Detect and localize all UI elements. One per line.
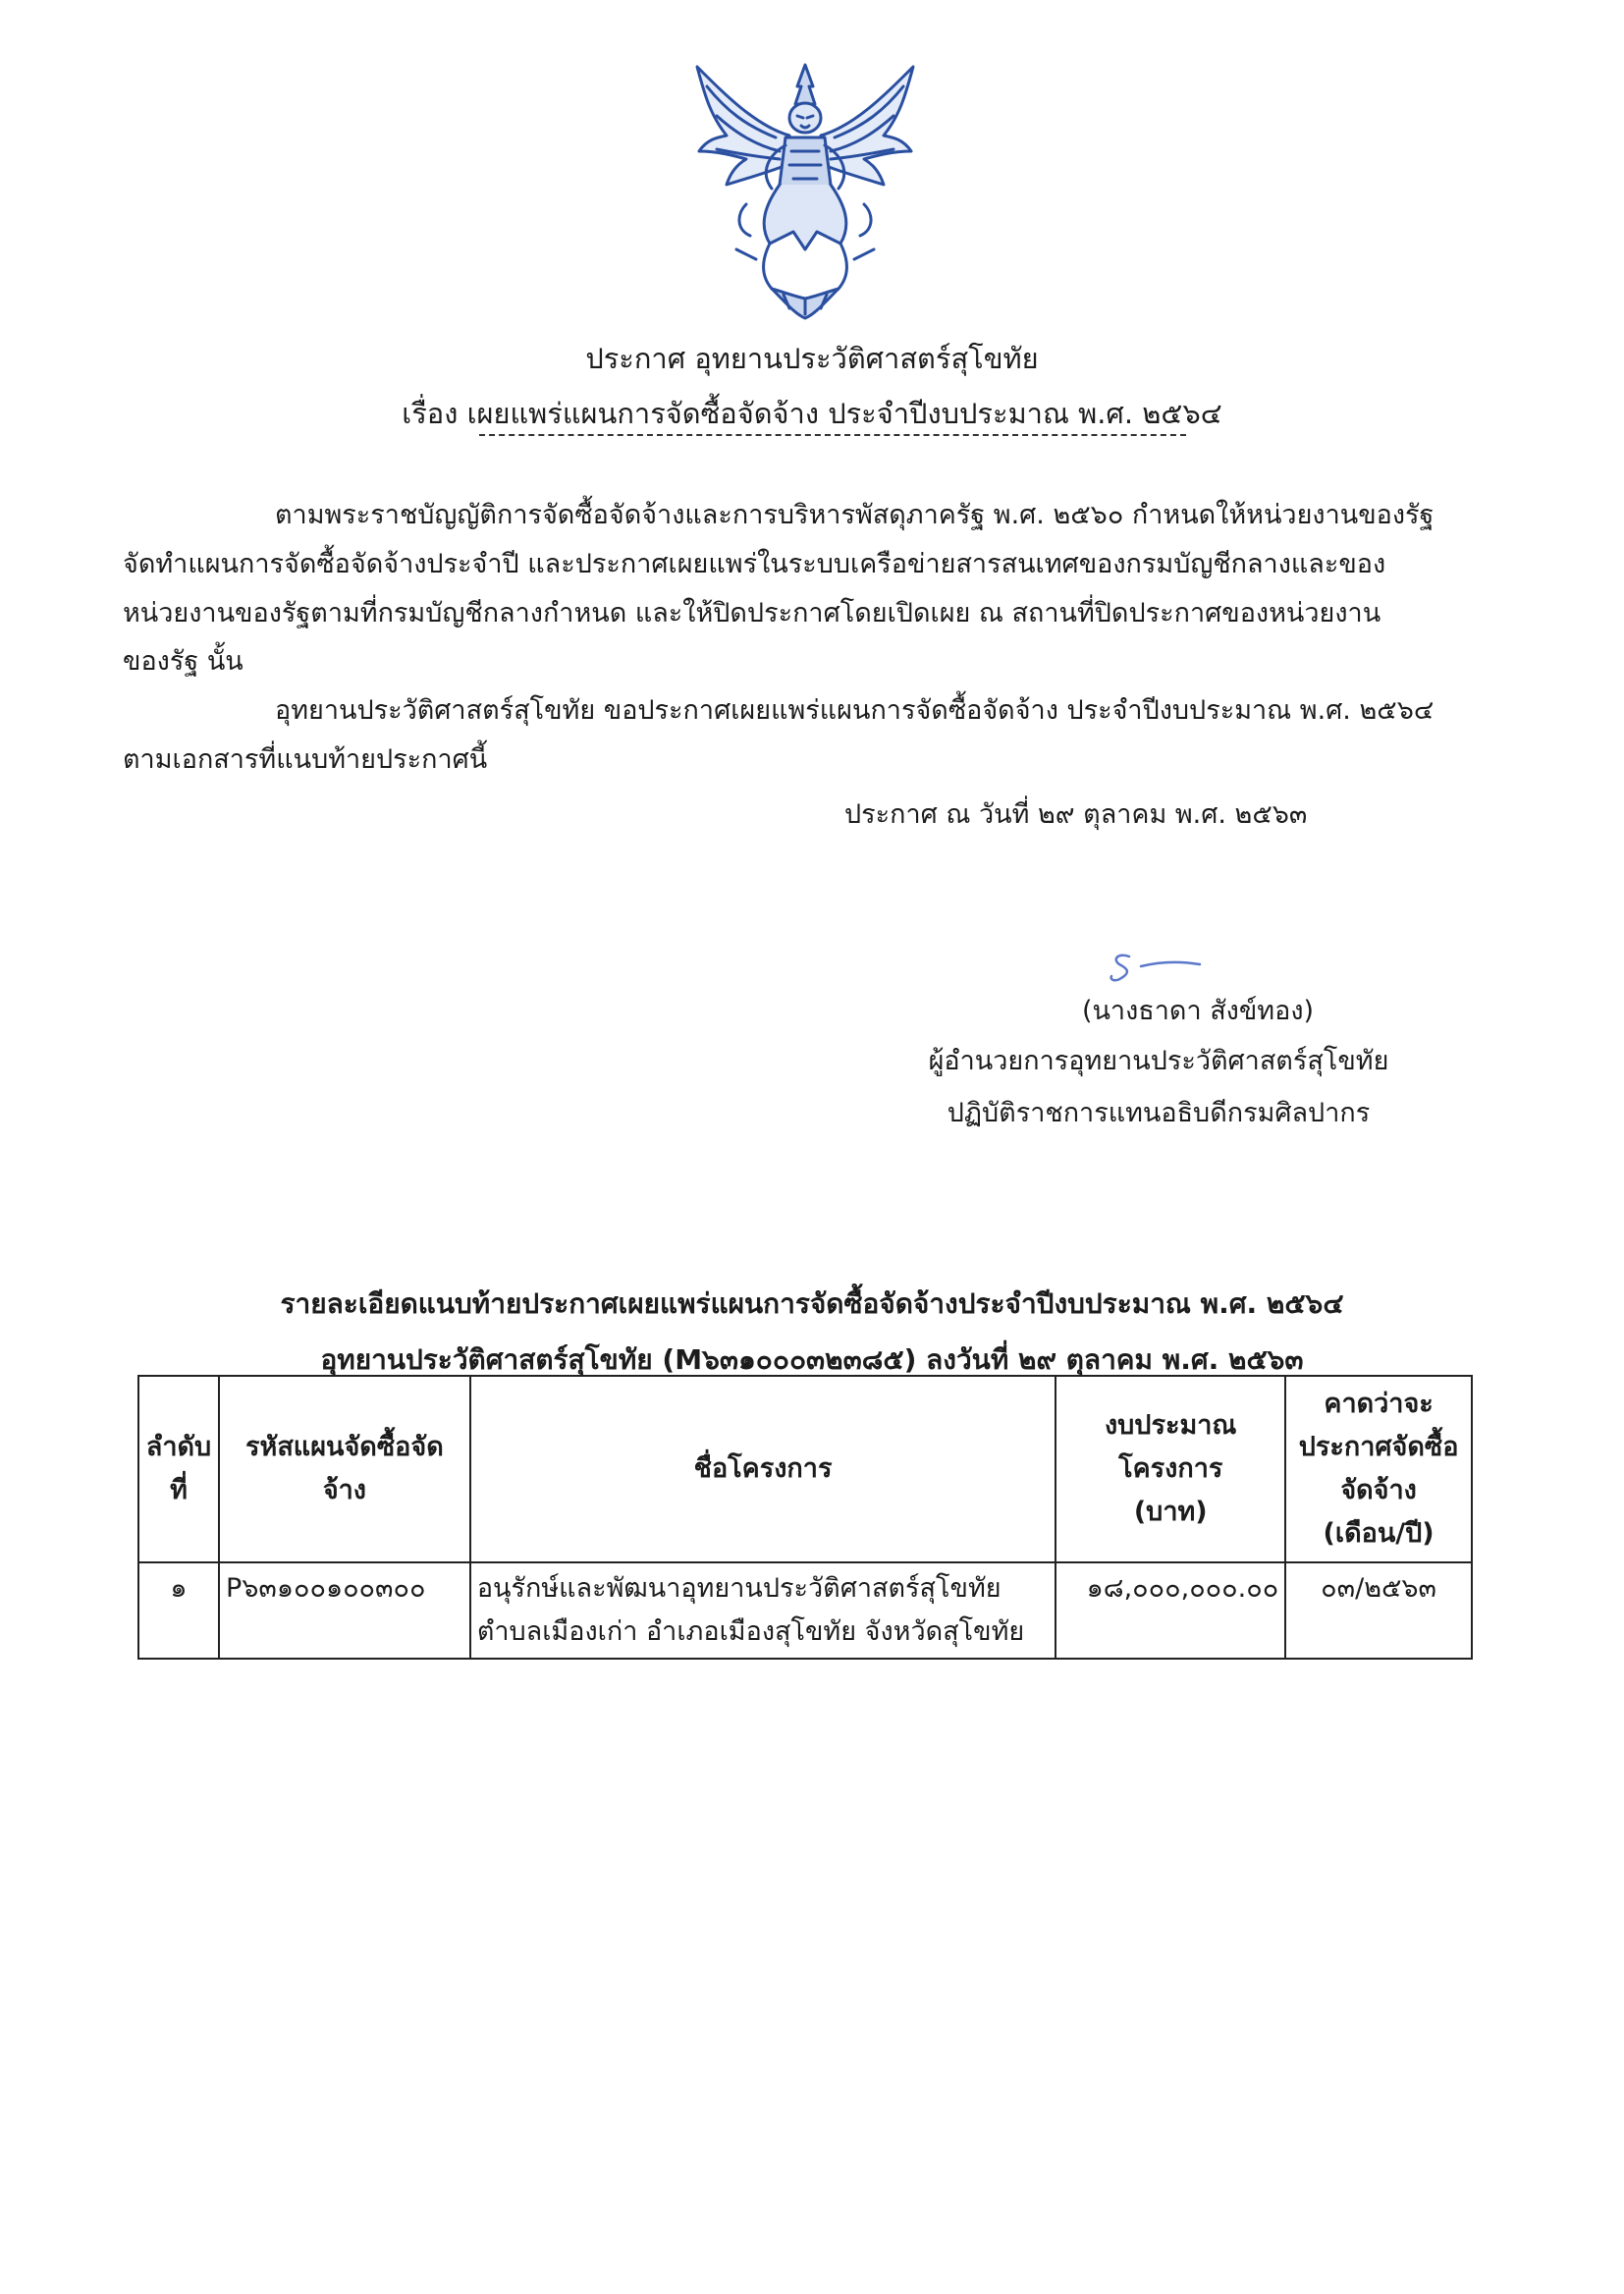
attachment-title: รายละเอียดแนบท้ายประกาศเผยแพร่แผนการจัดซื้อจัดจ้างประจำปีงบประมาณ พ.ศ. ๒๕๖๔ [280, 1287, 1344, 1320]
signature-icon [1102, 943, 1210, 990]
signatory-acting: ปฏิบัติราชการแทนอธิบดีกรมศิลปากร [947, 1098, 1371, 1128]
body-para2-line2: ตามเอกสารที่แนบท้ายประกาศนี้ [123, 744, 488, 775]
header-budget-line3: (บาท) [1133, 1497, 1208, 1527]
procurement-plan-table [137, 1375, 1473, 1660]
signatory-position: ผู้อำนวยการอุทยานประวัติศาสตร์สุโขทัย [928, 1046, 1389, 1076]
announce-date: ประกาศ ณ วันที่ ๒๙ ตุลาคม พ.ศ. ๒๕๖๓ [844, 799, 1308, 830]
announcement-title: ประกาศ อุทยานประวัติศาสตร์สุโขทัย [585, 342, 1039, 375]
header-code-line2: จ้าง [322, 1475, 366, 1505]
header-expect-line4: (เดือน/ปี) [1323, 1518, 1435, 1549]
table-header-row [138, 1376, 1472, 1562]
attachment-subtitle: อุทยานประวัติศาสตร์สุโขทัย (M๖๓๑๐๐๐๓๒๓๘๕) ลงวันที่ ๒๙ ตุลาคม พ.ศ. ๒๕๖๓ [320, 1343, 1304, 1376]
cell-plan-code: P๖๓๑๐๐๑๐๐๓๐๐ [219, 1562, 470, 1659]
cell-expected-date: ๐๓/๒๕๖๓ [1285, 1562, 1472, 1659]
header-no [138, 1376, 219, 1562]
cell-budget: ๑๘,๐๐๐,๐๐๐.๐๐ [1056, 1562, 1285, 1659]
header-name-line1: ชื่อโครงการ [693, 1453, 833, 1484]
cell-no: ๑ [138, 1562, 219, 1659]
cell-project-name-line1: อนุรักษ์และพัฒนาอุทยานประวัติศาสตร์สุโขทัย [476, 1573, 1001, 1604]
header-project-name [470, 1376, 1056, 1562]
body-para1-line2: จัดทำแผนการจัดซื้อจัดจ้างประจำปี และประกาศเผยแพร่ในระบบเครือข่ายสารสนเทศของกรมบัญชีกลางและของ [123, 549, 1386, 579]
cell-project-name-line2: ตำบลเมืองเก่า อำเภอเมืองสุโขทัย จังหวัดสุโขทัย [476, 1616, 1025, 1647]
header-no-line1: ลำดับ [145, 1432, 212, 1462]
body-para1-line1: ตามพระราชบัญญัติการจัดซื้อจัดจ้างและการบริหารพัสดุภาครัฐ พ.ศ. ๒๕๖๐ กำหนดให้หน่วยงานของรัฐ [275, 500, 1435, 530]
header-expect-line3: จัดจ้าง [1340, 1475, 1417, 1505]
header-expected-date [1285, 1376, 1472, 1562]
table-row [138, 1562, 1472, 1659]
cell-project-name [470, 1562, 1056, 1659]
header-no-line2: ที่ [170, 1475, 188, 1505]
header-budget [1056, 1376, 1285, 1562]
announcement-subject: เรื่อง เผยแพร่แผนการจัดซื้อจัดจ้าง ประจำปีงบประมาณ พ.ศ. ๒๕๖๔ [402, 397, 1222, 430]
signatory-name: (นางธาดา สังข์ทอง) [1081, 996, 1315, 1026]
header-plan-code [219, 1376, 470, 1562]
header-budget-line2: โครงการ [1118, 1453, 1223, 1484]
header-budget-line1: งบประมาณ [1104, 1410, 1237, 1441]
header-expect-line2: ประกาศจัดซื้อ [1298, 1432, 1459, 1462]
header-expect-line1: คาดว่าจะ [1324, 1389, 1434, 1419]
subject-underline [479, 434, 1186, 436]
body-para1-line4: ของรัฐ นั้น [123, 646, 244, 677]
header-code-line1: รหัสแผนจัดซื้อจัด [245, 1432, 444, 1462]
body-para2-line1: อุทยานประวัติศาสตร์สุโขทัย ขอประกาศเผยแพร่แผนการจัดซื้อจัดจ้าง ประจำปีงบประมาณ พ.ศ. ๒๕๖๔ [275, 695, 1435, 726]
garuda-emblem-icon [677, 57, 933, 322]
body-para1-line3: หน่วยงานของรัฐตามที่กรมบัญชีกลางกำหนด และให้ปิดประกาศโดยเปิดเผย ณ สถานที่ปิดประกาศของหน่วยงาน [123, 598, 1381, 628]
